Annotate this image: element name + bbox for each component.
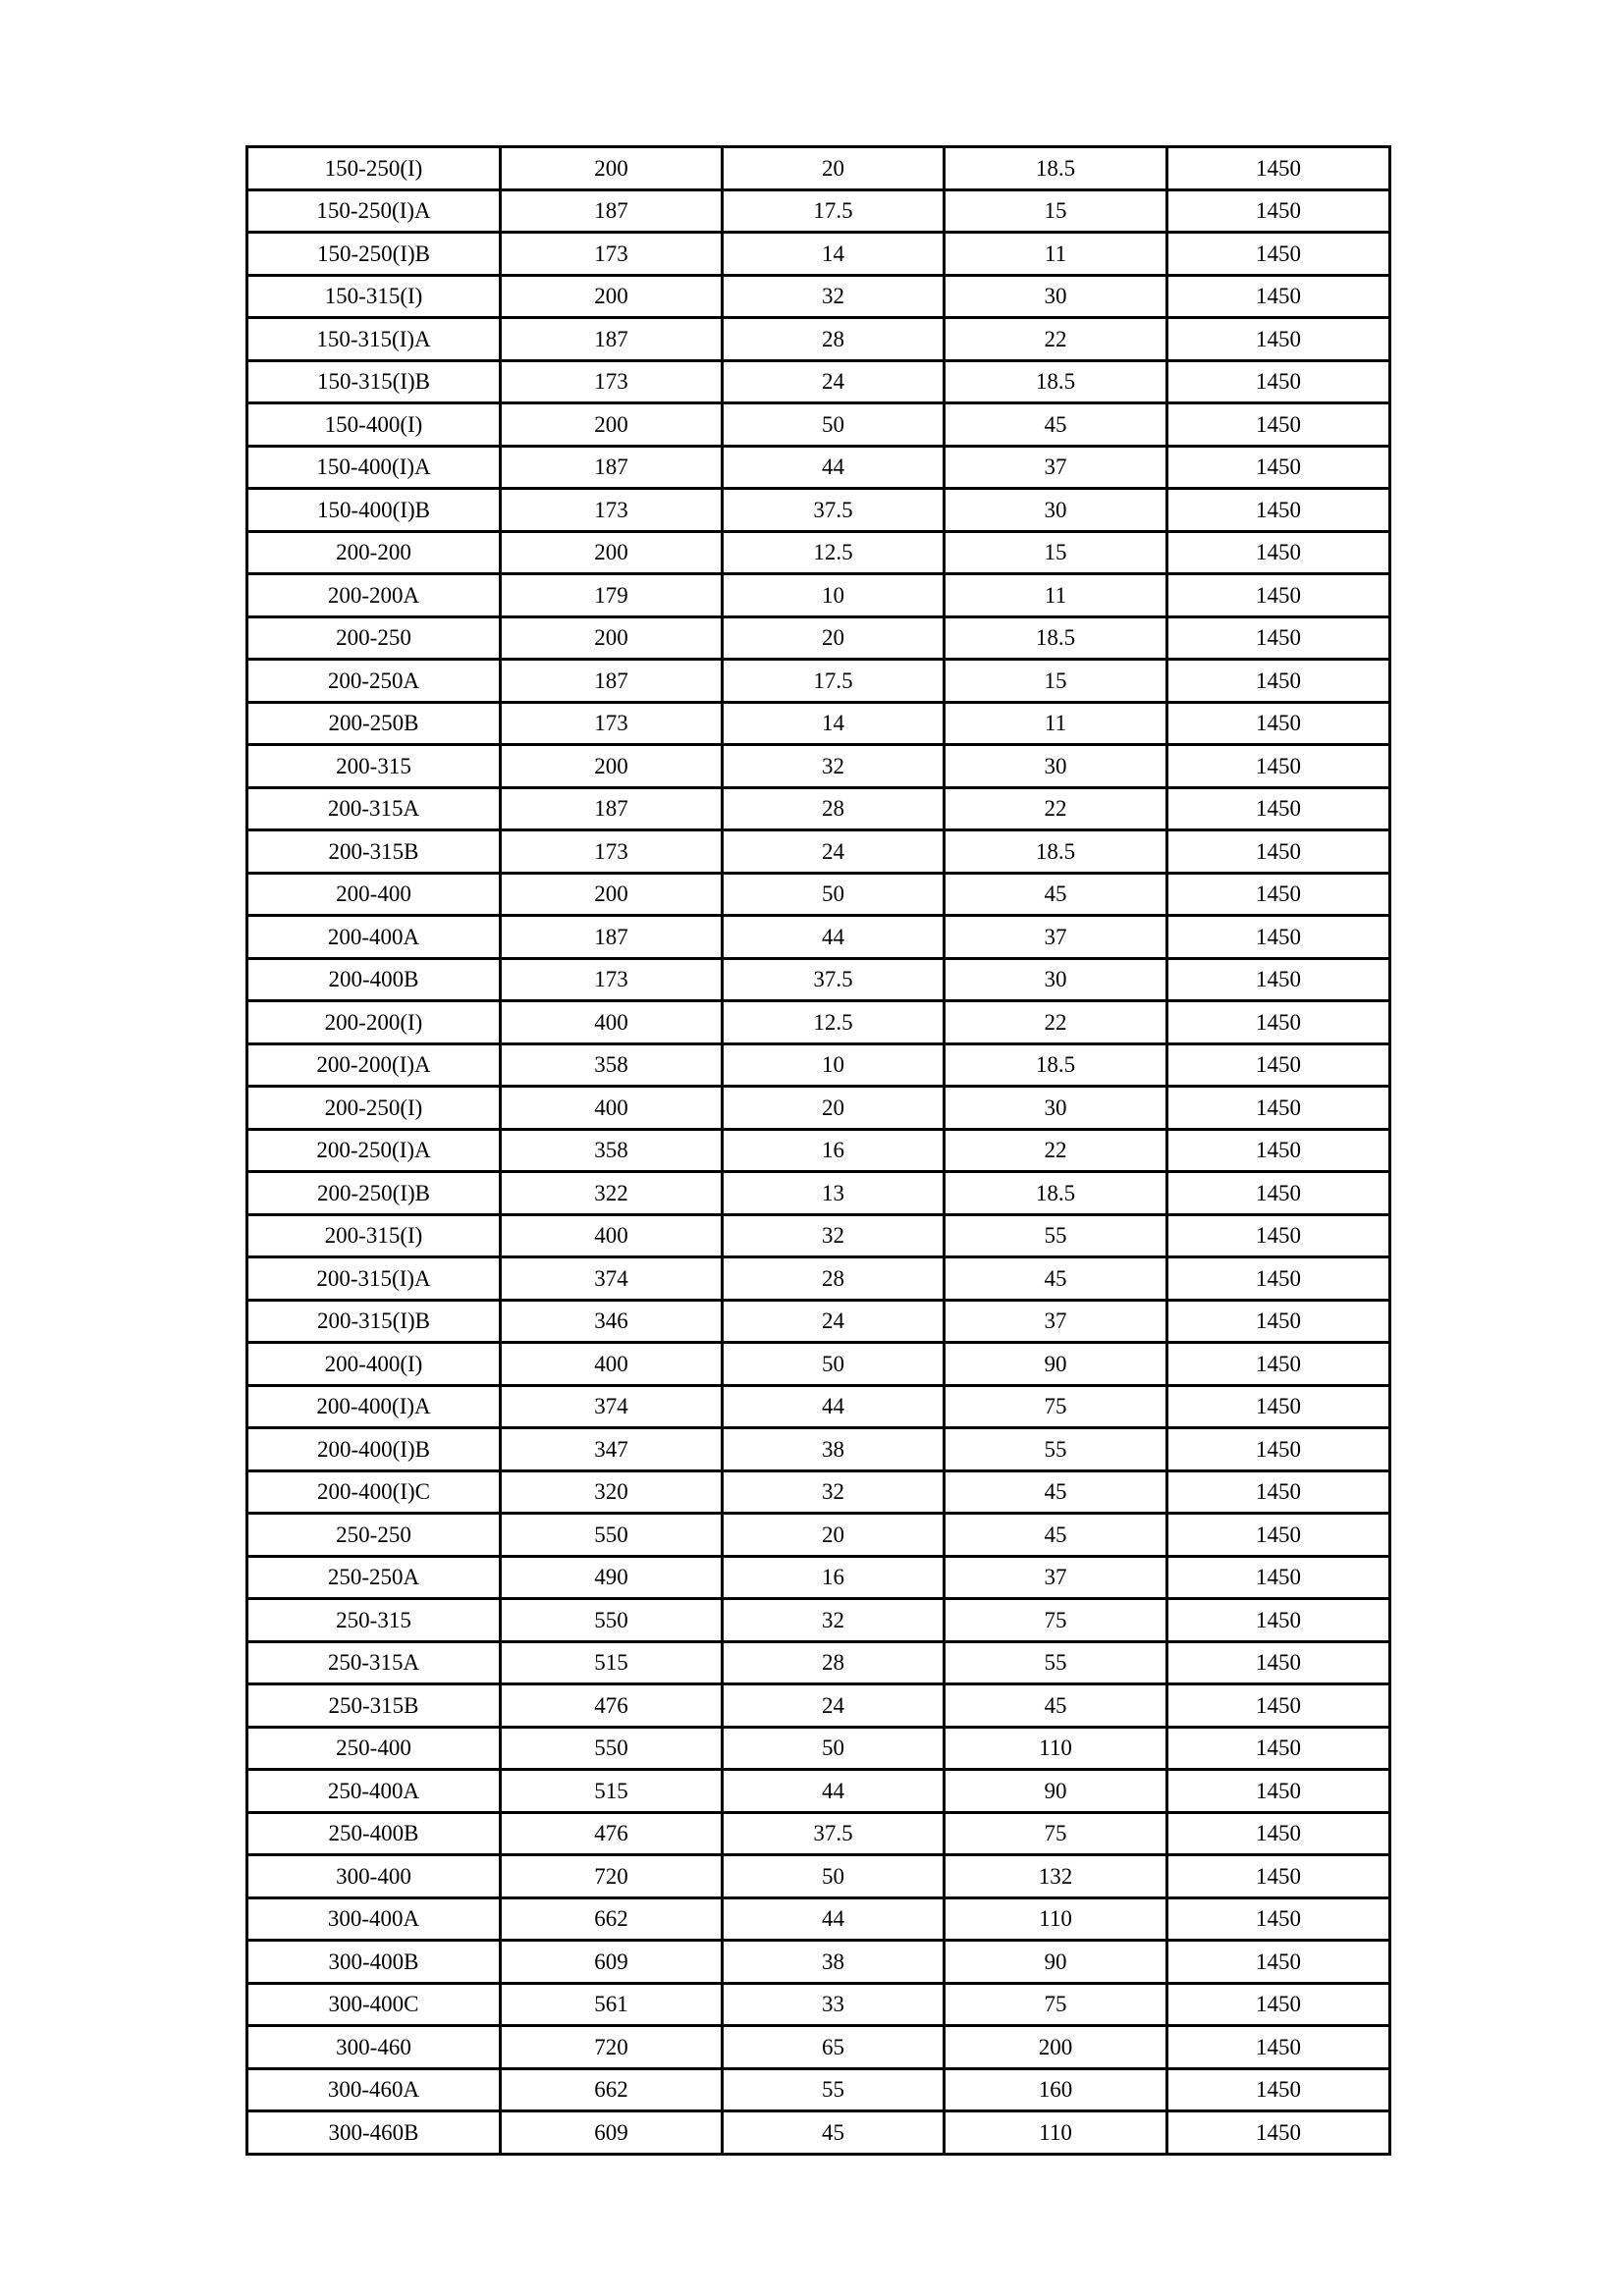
model-cell: 250-400A (247, 1770, 501, 1813)
model-cell: 200-400 (247, 873, 501, 916)
speed-cell: 1450 (1167, 2111, 1390, 2155)
power-cell: 55 (945, 1428, 1167, 1471)
table-row (247, 403, 1390, 447)
speed-cell: 1450 (1167, 616, 1390, 660)
flow-cell: 187 (501, 189, 723, 233)
speed-cell: 1450 (1167, 1812, 1390, 1855)
power-cell: 15 (945, 531, 1167, 574)
speed-cell: 1450 (1167, 1001, 1390, 1044)
head-cell: 20 (723, 147, 945, 190)
flow-cell: 662 (501, 1897, 723, 1941)
power-cell: 45 (945, 1514, 1167, 1557)
speed-cell: 1450 (1167, 147, 1390, 190)
table-row (247, 660, 1390, 703)
power-cell: 55 (945, 1641, 1167, 1684)
table-row (247, 1129, 1390, 1172)
speed-cell: 1450 (1167, 1470, 1390, 1514)
speed-cell: 1450 (1167, 189, 1390, 233)
model-cell: 200-315(I) (247, 1214, 501, 1257)
head-cell: 20 (723, 1514, 945, 1557)
model-cell: 200-200(I)A (247, 1043, 501, 1087)
table-row (247, 1385, 1390, 1428)
power-cell: 18.5 (945, 1172, 1167, 1215)
speed-cell: 1450 (1167, 1983, 1390, 2026)
speed-cell: 1450 (1167, 446, 1390, 489)
table-row (247, 787, 1390, 830)
speed-cell: 1450 (1167, 1214, 1390, 1257)
head-cell: 20 (723, 1087, 945, 1130)
speed-cell: 1450 (1167, 1385, 1390, 1428)
model-cell: 200-400A (247, 916, 501, 959)
head-cell: 24 (723, 1684, 945, 1728)
flow-cell: 179 (501, 574, 723, 617)
speed-cell: 1450 (1167, 489, 1390, 532)
model-cell: 150-315(I) (247, 275, 501, 318)
flow-cell: 173 (501, 489, 723, 532)
flow-cell: 550 (501, 1727, 723, 1770)
head-cell: 28 (723, 1641, 945, 1684)
table-row (247, 1941, 1390, 1984)
flow-cell: 173 (501, 360, 723, 403)
head-cell: 50 (723, 1343, 945, 1386)
head-cell: 28 (723, 787, 945, 830)
speed-cell: 1450 (1167, 1087, 1390, 1130)
speed-cell: 1450 (1167, 1514, 1390, 1557)
flow-cell: 173 (501, 233, 723, 276)
head-cell: 44 (723, 1770, 945, 1813)
power-cell: 37 (945, 1300, 1167, 1343)
power-cell: 75 (945, 1983, 1167, 2026)
speed-cell: 1450 (1167, 1428, 1390, 1471)
power-cell: 45 (945, 1257, 1167, 1301)
speed-cell: 1450 (1167, 1941, 1390, 1984)
flow-cell: 187 (501, 446, 723, 489)
table-row (247, 830, 1390, 874)
table-row (247, 916, 1390, 959)
head-cell: 50 (723, 873, 945, 916)
flow-cell: 550 (501, 1514, 723, 1557)
power-cell: 37 (945, 446, 1167, 489)
flow-cell: 173 (501, 830, 723, 874)
flow-cell: 173 (501, 702, 723, 745)
head-cell: 28 (723, 318, 945, 361)
flow-cell: 200 (501, 873, 723, 916)
model-cell: 200-400(I)C (247, 1470, 501, 1514)
model-cell: 200-315B (247, 830, 501, 874)
power-cell: 75 (945, 1812, 1167, 1855)
speed-cell: 1450 (1167, 1770, 1390, 1813)
speed-cell: 1450 (1167, 1599, 1390, 1642)
power-cell: 30 (945, 1087, 1167, 1130)
model-cell: 300-400 (247, 1855, 501, 1898)
speed-cell: 1450 (1167, 2068, 1390, 2111)
speed-cell: 1450 (1167, 1855, 1390, 1898)
head-cell: 16 (723, 1556, 945, 1599)
model-cell: 300-400A (247, 1897, 501, 1941)
flow-cell: 200 (501, 147, 723, 190)
head-cell: 32 (723, 745, 945, 788)
table-row (247, 1684, 1390, 1728)
flow-cell: 609 (501, 2111, 723, 2155)
power-cell: 110 (945, 2111, 1167, 2155)
model-cell: 200-200 (247, 531, 501, 574)
table-row (247, 1897, 1390, 1941)
table-row (247, 1087, 1390, 1130)
head-cell: 17.5 (723, 660, 945, 703)
table-row (247, 2068, 1390, 2111)
head-cell: 50 (723, 1855, 945, 1898)
speed-cell: 1450 (1167, 1684, 1390, 1728)
model-cell: 150-400(I)B (247, 489, 501, 532)
power-cell: 90 (945, 1343, 1167, 1386)
model-cell: 200-315A (247, 787, 501, 830)
table-row (247, 1727, 1390, 1770)
model-cell: 300-460 (247, 2026, 501, 2069)
speed-cell: 1450 (1167, 1300, 1390, 1343)
power-cell: 15 (945, 189, 1167, 233)
table-row (247, 616, 1390, 660)
model-cell: 300-460B (247, 2111, 501, 2155)
flow-cell: 200 (501, 275, 723, 318)
speed-cell: 1450 (1167, 574, 1390, 617)
speed-cell: 1450 (1167, 958, 1390, 1001)
table-row (247, 1599, 1390, 1642)
flow-cell: 200 (501, 403, 723, 447)
power-cell: 30 (945, 489, 1167, 532)
head-cell: 44 (723, 1897, 945, 1941)
power-cell: 110 (945, 1727, 1167, 1770)
table-row (247, 1043, 1390, 1087)
table-row (247, 1556, 1390, 1599)
power-cell: 30 (945, 745, 1167, 788)
table-row (247, 1257, 1390, 1301)
table-row (247, 1641, 1390, 1684)
flow-cell: 358 (501, 1129, 723, 1172)
model-cell: 150-400(I)A (247, 446, 501, 489)
power-cell: 132 (945, 1855, 1167, 1898)
model-cell: 300-400C (247, 1983, 501, 2026)
flow-cell: 550 (501, 1599, 723, 1642)
model-cell: 250-250 (247, 1514, 501, 1557)
model-cell: 150-250(I)B (247, 233, 501, 276)
power-cell: 11 (945, 574, 1167, 617)
flow-cell: 400 (501, 1087, 723, 1130)
model-cell: 250-400 (247, 1727, 501, 1770)
table-row (247, 360, 1390, 403)
model-cell: 300-460A (247, 2068, 501, 2111)
power-cell: 22 (945, 1001, 1167, 1044)
head-cell: 17.5 (723, 189, 945, 233)
speed-cell: 1450 (1167, 745, 1390, 788)
model-cell: 250-315A (247, 1641, 501, 1684)
table-row (247, 1855, 1390, 1898)
speed-cell: 1450 (1167, 1343, 1390, 1386)
speed-cell: 1450 (1167, 1727, 1390, 1770)
table-row (247, 233, 1390, 276)
flow-cell: 358 (501, 1043, 723, 1087)
flow-cell: 515 (501, 1641, 723, 1684)
flow-cell: 187 (501, 660, 723, 703)
flow-cell: 374 (501, 1385, 723, 1428)
flow-cell: 476 (501, 1812, 723, 1855)
table-row (247, 275, 1390, 318)
flow-cell: 490 (501, 1556, 723, 1599)
power-cell: 18.5 (945, 830, 1167, 874)
table-row (247, 147, 1390, 190)
model-cell: 200-400(I)A (247, 1385, 501, 1428)
table-row (247, 1214, 1390, 1257)
model-cell: 200-250A (247, 660, 501, 703)
flow-cell: 720 (501, 1855, 723, 1898)
speed-cell: 1450 (1167, 1897, 1390, 1941)
head-cell: 44 (723, 916, 945, 959)
model-cell: 250-315B (247, 1684, 501, 1728)
head-cell: 14 (723, 702, 945, 745)
flow-cell: 561 (501, 1983, 723, 2026)
power-cell: 18.5 (945, 360, 1167, 403)
power-cell: 22 (945, 1129, 1167, 1172)
speed-cell: 1450 (1167, 2026, 1390, 2069)
speed-cell: 1450 (1167, 1556, 1390, 1599)
head-cell: 55 (723, 2068, 945, 2111)
power-cell: 22 (945, 318, 1167, 361)
model-cell: 200-315 (247, 745, 501, 788)
head-cell: 28 (723, 1257, 945, 1301)
flow-cell: 320 (501, 1470, 723, 1514)
model-cell: 150-250(I)A (247, 189, 501, 233)
speed-cell: 1450 (1167, 1043, 1390, 1087)
power-cell: 18.5 (945, 616, 1167, 660)
flow-cell: 346 (501, 1300, 723, 1343)
power-cell: 75 (945, 1599, 1167, 1642)
power-cell: 30 (945, 958, 1167, 1001)
power-cell: 18.5 (945, 147, 1167, 190)
speed-cell: 1450 (1167, 787, 1390, 830)
speed-cell: 1450 (1167, 1257, 1390, 1301)
table-row (247, 1812, 1390, 1855)
speed-cell: 1450 (1167, 873, 1390, 916)
table-row (247, 2026, 1390, 2069)
table-row (247, 531, 1390, 574)
model-cell: 300-400B (247, 1941, 501, 1984)
head-cell: 32 (723, 1214, 945, 1257)
power-cell: 30 (945, 275, 1167, 318)
table-row (247, 1470, 1390, 1514)
flow-cell: 662 (501, 2068, 723, 2111)
model-cell: 200-315(I)B (247, 1300, 501, 1343)
model-cell: 250-400B (247, 1812, 501, 1855)
flow-cell: 400 (501, 1001, 723, 1044)
power-cell: 110 (945, 1897, 1167, 1941)
table-row (247, 574, 1390, 617)
flow-cell: 322 (501, 1172, 723, 1215)
speed-cell: 1450 (1167, 1129, 1390, 1172)
head-cell: 38 (723, 1428, 945, 1471)
table-row (247, 958, 1390, 1001)
head-cell: 12.5 (723, 531, 945, 574)
model-cell: 200-200A (247, 574, 501, 617)
table-row (247, 1343, 1390, 1386)
model-cell: 200-250(I)A (247, 1129, 501, 1172)
table-row (247, 873, 1390, 916)
table-row (247, 1001, 1390, 1044)
speed-cell: 1450 (1167, 1641, 1390, 1684)
power-cell: 18.5 (945, 1043, 1167, 1087)
power-cell: 15 (945, 660, 1167, 703)
head-cell: 14 (723, 233, 945, 276)
speed-cell: 1450 (1167, 275, 1390, 318)
head-cell: 13 (723, 1172, 945, 1215)
table-row (247, 1172, 1390, 1215)
power-cell: 200 (945, 2026, 1167, 2069)
pump-spec-table (245, 145, 1391, 2156)
head-cell: 44 (723, 1385, 945, 1428)
table-row (247, 1983, 1390, 2026)
model-cell: 150-400(I) (247, 403, 501, 447)
speed-cell: 1450 (1167, 318, 1390, 361)
model-cell: 250-315 (247, 1599, 501, 1642)
power-cell: 45 (945, 1470, 1167, 1514)
head-cell: 32 (723, 1599, 945, 1642)
model-cell: 200-200(I) (247, 1001, 501, 1044)
speed-cell: 1450 (1167, 233, 1390, 276)
head-cell: 50 (723, 1727, 945, 1770)
table-row (247, 1428, 1390, 1471)
flow-cell: 347 (501, 1428, 723, 1471)
head-cell: 38 (723, 1941, 945, 1984)
model-cell: 200-400B (247, 958, 501, 1001)
model-cell: 200-250(I)B (247, 1172, 501, 1215)
model-cell: 200-400(I)B (247, 1428, 501, 1471)
head-cell: 50 (723, 403, 945, 447)
table-row (247, 189, 1390, 233)
speed-cell: 1450 (1167, 1172, 1390, 1215)
table-row (247, 1514, 1390, 1557)
head-cell: 65 (723, 2026, 945, 2069)
flow-cell: 400 (501, 1214, 723, 1257)
table-row (247, 446, 1390, 489)
power-cell: 11 (945, 702, 1167, 745)
flow-cell: 609 (501, 1941, 723, 1984)
head-cell: 20 (723, 616, 945, 660)
model-cell: 150-315(I)A (247, 318, 501, 361)
head-cell: 24 (723, 830, 945, 874)
power-cell: 37 (945, 916, 1167, 959)
speed-cell: 1450 (1167, 830, 1390, 874)
power-cell: 37 (945, 1556, 1167, 1599)
table-body (247, 147, 1390, 2155)
table-row (247, 489, 1390, 532)
speed-cell: 1450 (1167, 403, 1390, 447)
head-cell: 16 (723, 1129, 945, 1172)
table-row (247, 1770, 1390, 1813)
table-row (247, 745, 1390, 788)
head-cell: 24 (723, 360, 945, 403)
model-cell: 200-250 (247, 616, 501, 660)
head-cell: 24 (723, 1300, 945, 1343)
head-cell: 37.5 (723, 958, 945, 1001)
flow-cell: 200 (501, 616, 723, 660)
power-cell: 45 (945, 1684, 1167, 1728)
head-cell: 37.5 (723, 489, 945, 532)
speed-cell: 1450 (1167, 360, 1390, 403)
head-cell: 12.5 (723, 1001, 945, 1044)
power-cell: 90 (945, 1770, 1167, 1813)
model-cell: 150-315(I)B (247, 360, 501, 403)
flow-cell: 400 (501, 1343, 723, 1386)
model-cell: 200-400(I) (247, 1343, 501, 1386)
power-cell: 55 (945, 1214, 1167, 1257)
head-cell: 33 (723, 1983, 945, 2026)
flow-cell: 200 (501, 745, 723, 788)
flow-cell: 374 (501, 1257, 723, 1301)
flow-cell: 187 (501, 916, 723, 959)
table-row (247, 2111, 1390, 2155)
head-cell: 44 (723, 446, 945, 489)
table-row (247, 318, 1390, 361)
model-cell: 200-250B (247, 702, 501, 745)
head-cell: 37.5 (723, 1812, 945, 1855)
speed-cell: 1450 (1167, 916, 1390, 959)
speed-cell: 1450 (1167, 702, 1390, 745)
table-row (247, 702, 1390, 745)
flow-cell: 720 (501, 2026, 723, 2069)
power-cell: 160 (945, 2068, 1167, 2111)
model-cell: 200-315(I)A (247, 1257, 501, 1301)
speed-cell: 1450 (1167, 531, 1390, 574)
power-cell: 45 (945, 873, 1167, 916)
power-cell: 75 (945, 1385, 1167, 1428)
head-cell: 10 (723, 1043, 945, 1087)
model-cell: 150-250(I) (247, 147, 501, 190)
flow-cell: 187 (501, 787, 723, 830)
power-cell: 45 (945, 403, 1167, 447)
head-cell: 32 (723, 1470, 945, 1514)
power-cell: 22 (945, 787, 1167, 830)
speed-cell: 1450 (1167, 660, 1390, 703)
table-row (247, 1300, 1390, 1343)
model-cell: 250-250A (247, 1556, 501, 1599)
flow-cell: 187 (501, 318, 723, 361)
head-cell: 10 (723, 574, 945, 617)
flow-cell: 200 (501, 531, 723, 574)
flow-cell: 515 (501, 1770, 723, 1813)
power-cell: 11 (945, 233, 1167, 276)
head-cell: 45 (723, 2111, 945, 2155)
power-cell: 90 (945, 1941, 1167, 1984)
flow-cell: 476 (501, 1684, 723, 1728)
model-cell: 200-250(I) (247, 1087, 501, 1130)
flow-cell: 173 (501, 958, 723, 1001)
head-cell: 32 (723, 275, 945, 318)
